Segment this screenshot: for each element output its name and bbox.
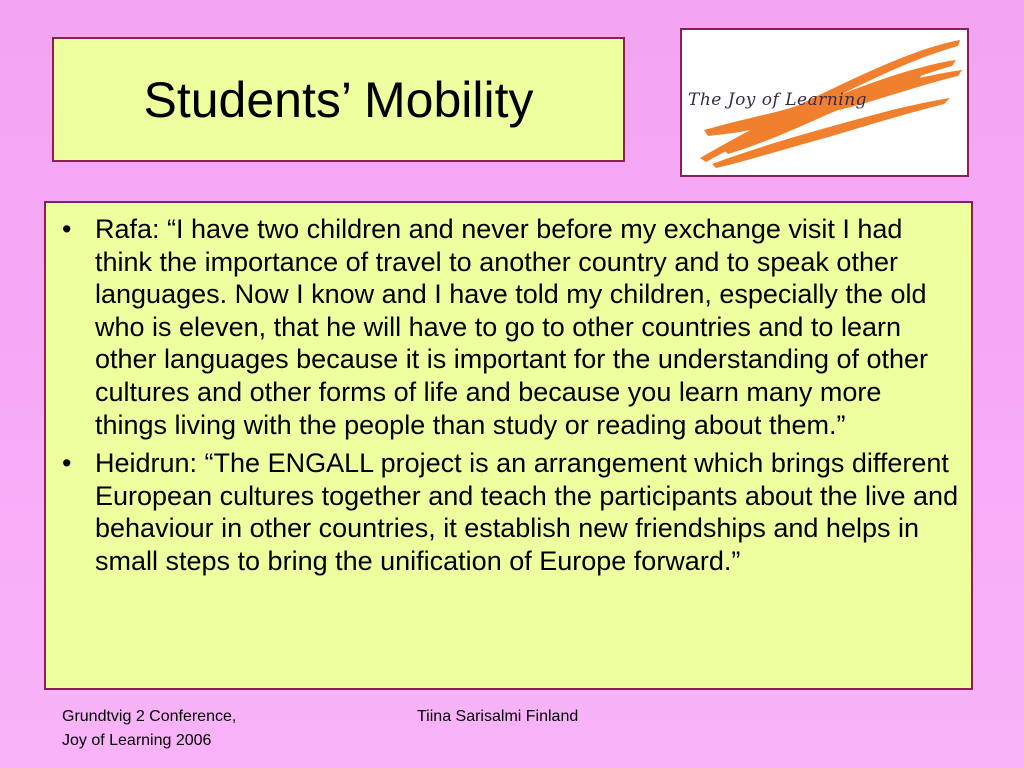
bullet-icon: • [62,448,72,479]
footer-conference: Grundtvig 2 Conference, [62,708,237,725]
bullet-icon: • [62,214,72,244]
bullet-text: Rafa: “I have two children and never before my exchange visit I had think the importance of travel to another country and to speak other languages. Now I know and I have told my children, especially the old who is eleven, that he will have to go to other countries and to learn other languages because it is important for the understanding of other cultures and other forms of life and because you learn many more things living with the people than study or reading about them.” [95,214,929,440]
slide-title: Students’ Mobility [143,71,534,128]
footer-left [62,705,236,753]
bullet-list [62,213,959,578]
logo-text: The Joy of Learning [688,90,868,110]
footer-author: Tiina Sarisalmi Finland [417,708,579,725]
bullet-text: Heidrun: “The ENGALL project is an arrangement which brings different European cultures together and teach the participants about the live and behaviour in other countries, it establish new friendships and helps in small steps to bring the unification of Europe forward.” [95,448,959,576]
content-box [44,201,973,690]
footer-event: Joy of Learning 2006 [62,732,212,749]
bullet-item-heidrun [62,447,959,577]
logo [680,28,969,177]
title-box [52,37,625,162]
bullet-item-rafa [62,213,959,441]
